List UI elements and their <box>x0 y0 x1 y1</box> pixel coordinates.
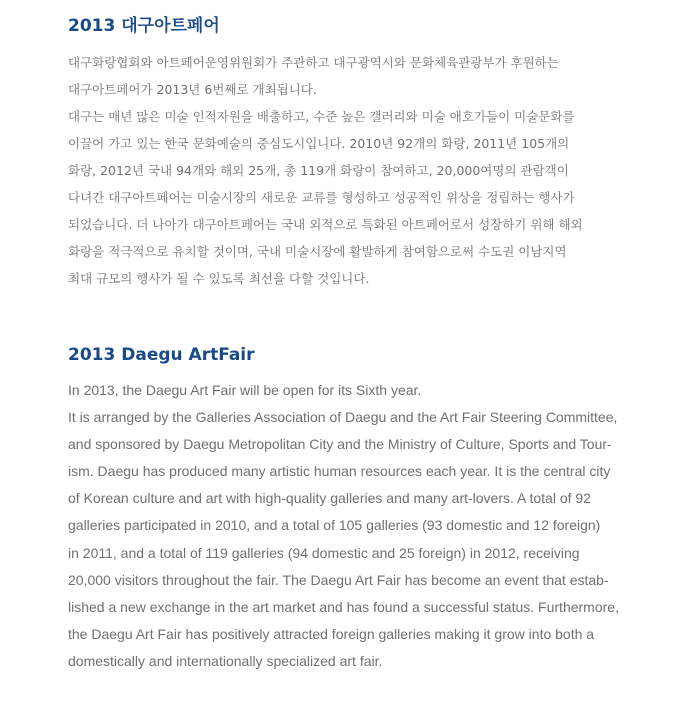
korean-body-line: 최대 규모의 행사가 될 수 있도록 최선을 다할 것입니다. <box>68 271 370 286</box>
korean-body <box>68 49 648 292</box>
korean-body-line: 대구는 매년 많은 미술 인적자원을 배출하고, 수준 높은 갤러리와 미술 애호가들이 미술문화를 <box>68 109 575 124</box>
english-body-line: domestically and internationally specialized art fair. <box>68 652 383 669</box>
korean-body-line: 대구아트페어가 2013년 6번째로 개최됩니다. <box>68 82 317 97</box>
english-body-line: 20,000 visitors throughout the fair. The Daegu Art Fair has become an event that estab- <box>68 571 609 588</box>
english-body-line: It is arranged by the Galleries Association of Daegu and the Art Fair Steering Committee, <box>68 409 618 426</box>
korean-heading: 2013 대구아트페어 <box>68 16 220 36</box>
korean-body-line: 다녀간 대구아트페어는 미술시장의 새로운 교류를 형성하고 성공적인 위상을 정립하는 행사가 <box>68 190 575 205</box>
english-section <box>68 343 648 675</box>
korean-body-line: 화랑을 적극적으로 유치할 것이며, 국내 미술시장에 활발하게 참여함으로써 수도권 이남지역 <box>68 244 567 259</box>
korean-body-line: 되었습니다. 더 나아가 대구아트페어는 국내 외적으로 특화된 아트페어로서 성장하기 위해 해외 <box>68 217 583 232</box>
english-body-line: ism. Daegu has produced many artistic human resources each year. It is the central city <box>68 463 611 480</box>
english-body-line: In 2013, the Daegu Art Fair will be open for its Sixth year. <box>68 382 422 398</box>
english-heading: 2013 Daegu ArtFair <box>68 345 255 365</box>
english-body-line: lished a new exchange in the art market and has found a successful status. Furthermore, <box>68 598 619 615</box>
korean-body-line: 대구화랑협회와 아트페어운영위원회가 주관하고 대구광역시와 문화체육관광부가 후원하는 <box>68 55 559 70</box>
english-body-line: and sponsored by Daegu Metropolitan City and the Ministry of Culture, Sports and Tour- <box>68 436 612 453</box>
english-body-line: the Daegu Art Fair has positively attracted foreign galleries making it grow into both a <box>68 625 595 642</box>
korean-body-line: 화랑, 2012년 국내 94개와 해외 25개, 총 119개 화랑이 참여하고, 20,000여명의 관람객이 <box>68 163 569 178</box>
english-body <box>68 377 648 675</box>
english-body-line: of Korean culture and art with high-quality galleries and many art-lovers. A total of 92 <box>68 490 591 507</box>
english-body-line: galleries participated in 2010, and a total of 105 galleries (93 domestic and 12 foreign) <box>68 517 601 534</box>
english-body-line: in 2011, and a total of 119 galleries (94 domestic and 25 foreign) in 2012, receiving <box>68 544 580 561</box>
korean-body-line: 이끌어 가고 있는 한국 문화예술의 중심도시입니다. 2010년 92개의 화랑, 2011년 105개의 <box>68 136 570 151</box>
korean-section <box>68 14 648 292</box>
